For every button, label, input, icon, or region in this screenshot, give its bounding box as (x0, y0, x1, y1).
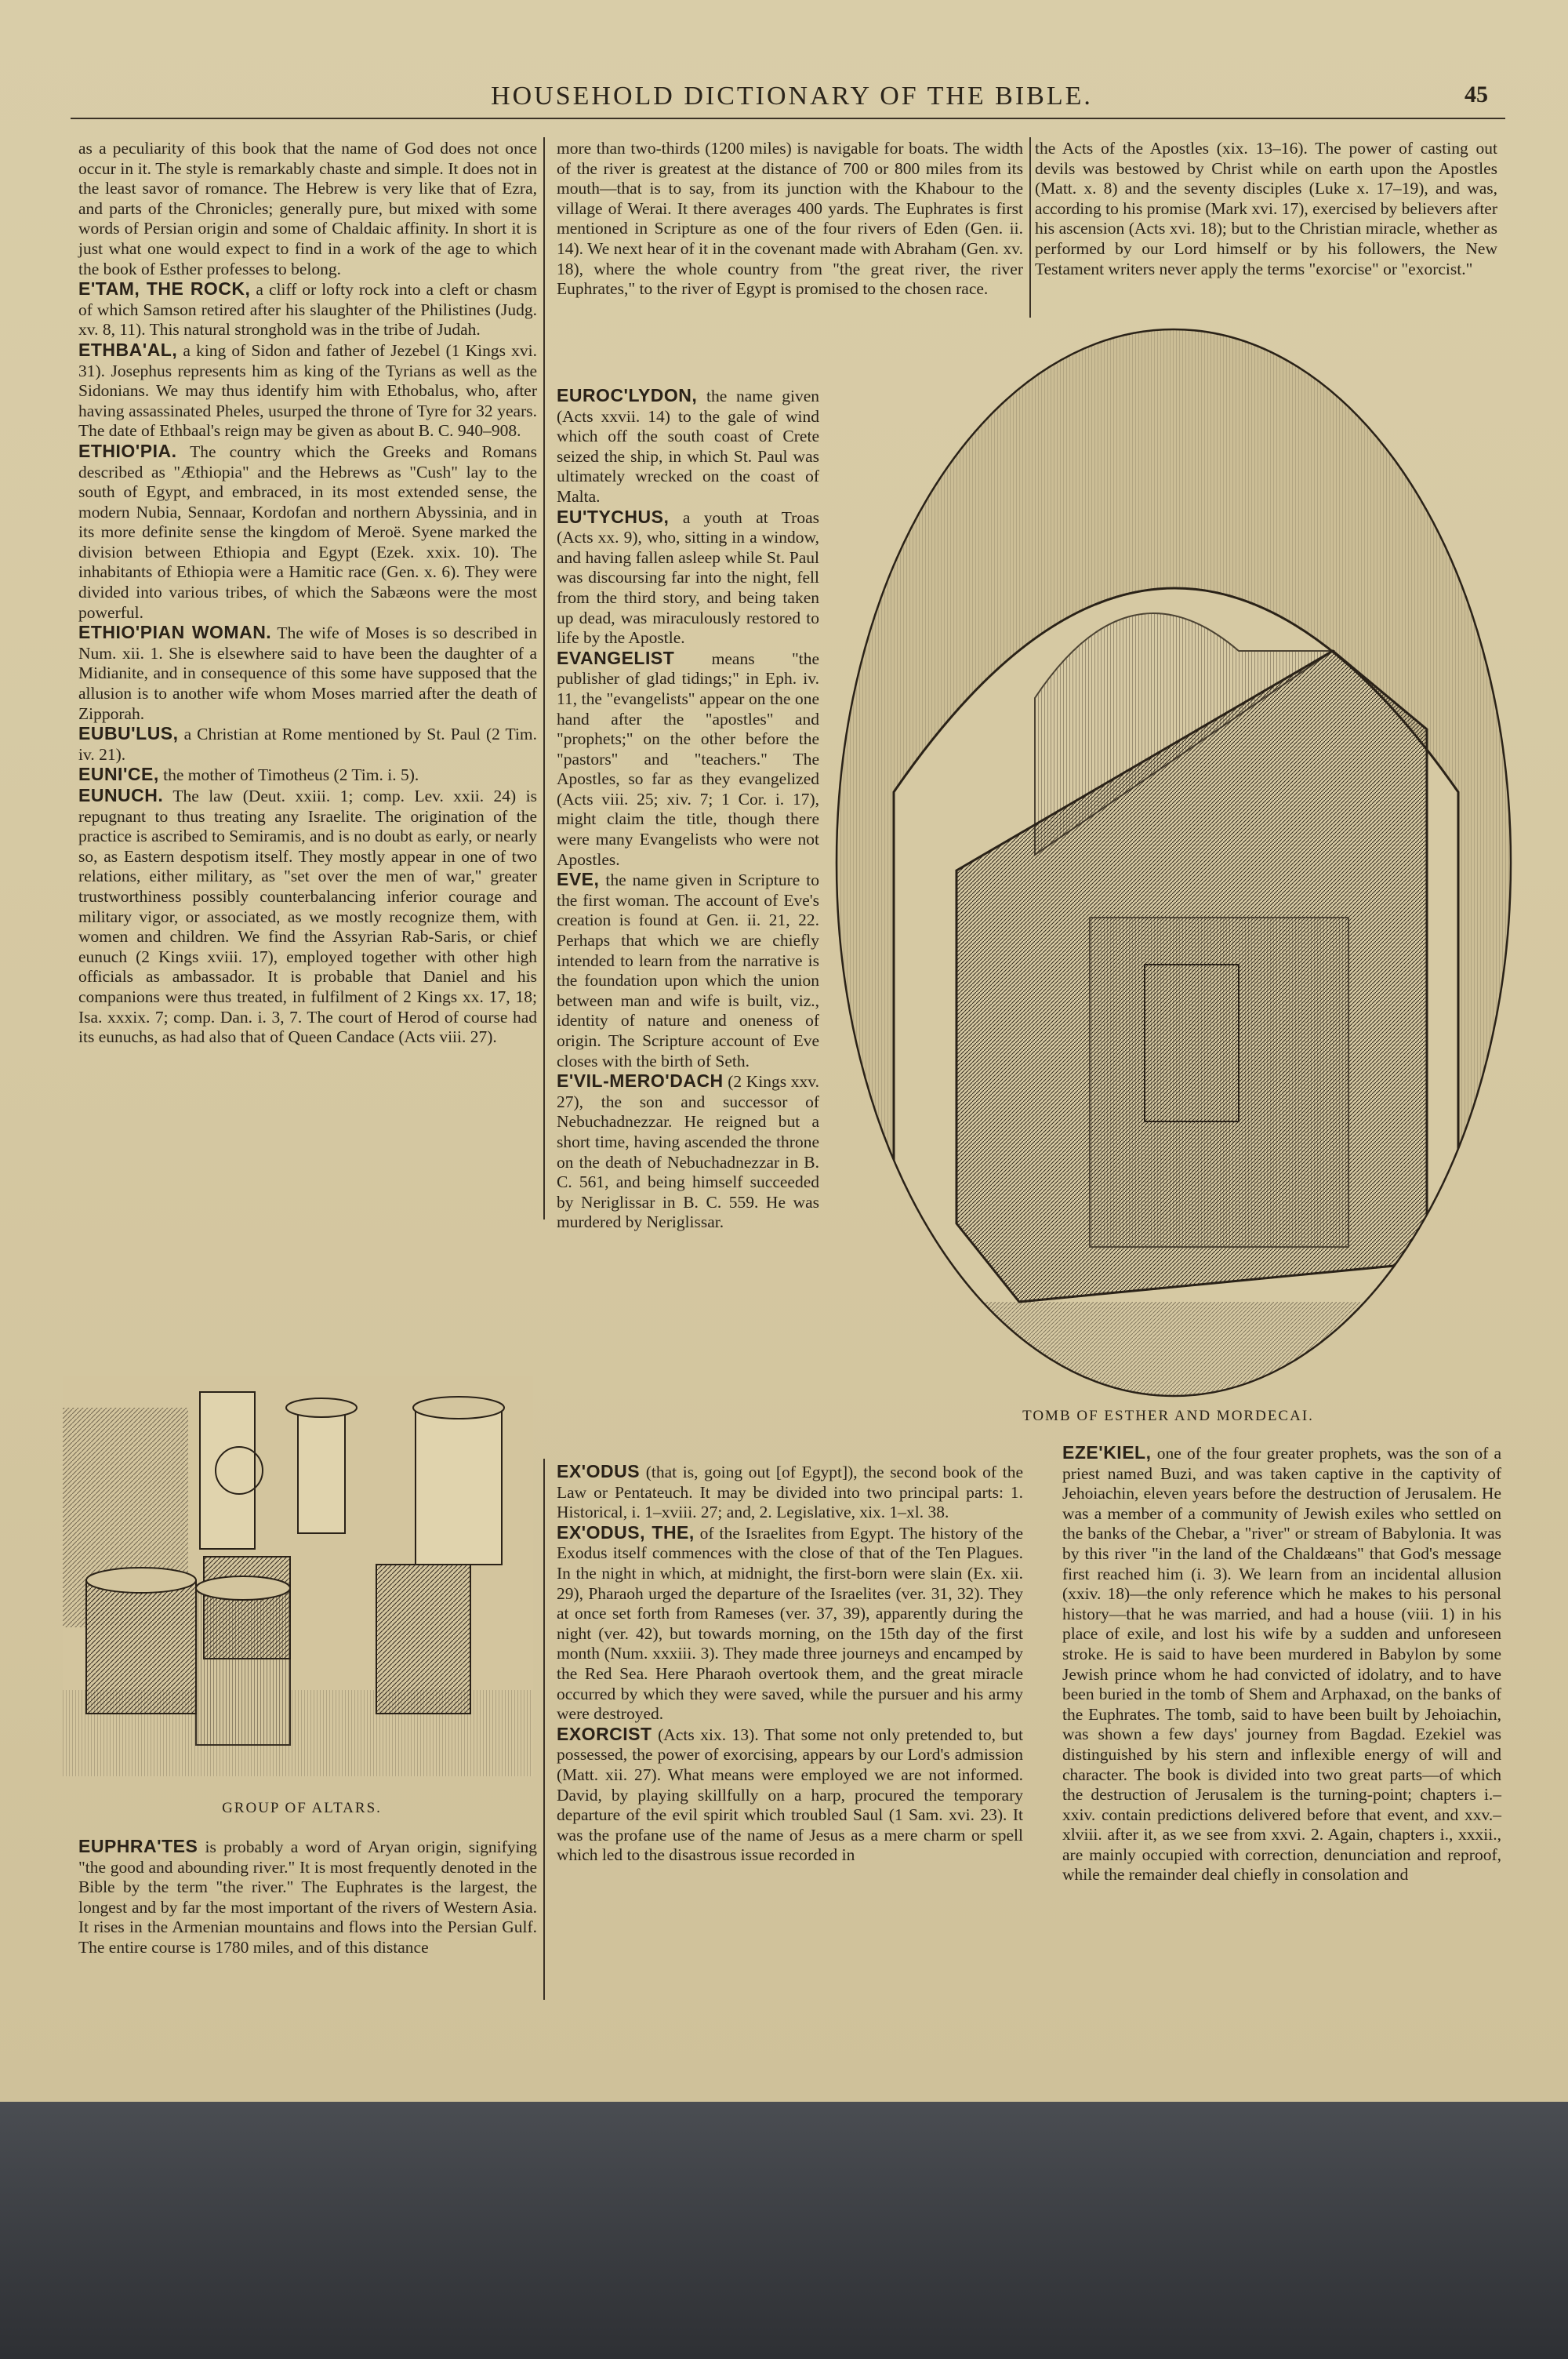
entry-headword: EUNUCH. (78, 785, 164, 805)
entry-text: the name given in Scripture to the first woman. The account of Eve's creation is found at Gen. ii. 21, 22. Perhaps that which we are chiefly intended to learn from the narrative is the foundation upon which the union between man and wife is built, viz., identity of nature and oneness of origin. The Scripture account of Eve closes with the birth of Seth. (557, 871, 819, 1070)
text-paragraph (78, 139, 537, 279)
column-1-lower (78, 1837, 537, 1958)
dictionary-entry (78, 279, 537, 340)
entry-text: (that is, going out [of Egypt]), the second book of the Law or Pentateuch. It may be divided into two principal parts: 1. Historical, i. 1–xviii. 27; and, 2. Legislative, xix. 1–xl. 38. (557, 1463, 1023, 1522)
column-2-top (557, 139, 1023, 300)
page-number: 45 (1465, 82, 1488, 107)
running-header: HOUSEHOLD DICTIONARY OF THE BIBLE. (491, 82, 1093, 111)
text-paragraph (557, 139, 1023, 300)
entry-headword: EX'ODUS (557, 1461, 641, 1481)
dictionary-entry (78, 724, 537, 765)
column-3-lower (1062, 1443, 1501, 1885)
entry-headword: EVANGELIST (557, 647, 675, 668)
tomb-caption: TOMB OF ESTHER AND MORDECAI. (1022, 1408, 1314, 1424)
entry-headword: EU'TYCHUS, (557, 506, 670, 527)
dictionary-entry (557, 1725, 1023, 1866)
entry-headword: EUBU'LUS, (78, 723, 179, 744)
column-rule-3 (1029, 137, 1031, 318)
entry-headword: EUROC'LYDON, (557, 385, 698, 405)
entry-text: a youth at Troas (Acts xx. 9), who, sitting in a window, and having fallen asleep while St. Paul was discoursing far into the night, fell from the third story, and being taken up dead, was miraculously restored to life by the Apostle. (557, 507, 819, 648)
entry-text: The wife of Moses is so described in Num. xii. 1. She is elsewhere said to have been the daughter of a Midianite, and in consequence of this some have supposed that the allusion is to another wife whom Moses married after the death of Zipporah. (78, 623, 537, 723)
dictionary-entry (557, 649, 819, 871)
entry-text: one of the four greater prophets, was the son of a priest named Buzi, and was taken captive in the captivity of Jehoiachin, eleven years before the destruction of Jerusalem. He was a member of a community of Jewish exiles who settled on the banks of the Chebar, a "river" or stream of Babylonia. It was by this river "in the land of the Chaldæans" that God's message first reached him (i. 3). We learn from an incidental allusion (xxiv. 18)—the only reference which he makes to his personal history—that he was married, and had a house (viii. 1) in his place of exile, and lost his wife by a sudden and unforeseen stroke. He is said to have been murdered in Babylon by some Jewish prince whom he had convicted of idolatry, and to have been buried in the tomb of Shem and Arphaxad, on the banks of the Euphrates. The tomb, said to have been built by Jehoiachin, was shown a few days' journey from Bagdad. Ezekiel was distinguished by his stern and inflexible energy of will and character. The book is divided into two great parts—of which the destruction of Jerusalem is the turning-point; chapters i.–xxiv. contain predictions delivered before that event, and xxv.–xlviii. after it, as we see from xxvi. 2. Again, chapters i., xxxii., are mainly occupied with correction, denunciation and reproof, while the remainder deal chiefly in consolation and (1062, 1444, 1501, 1885)
entry-text: the name given (Acts xxvii. 14) to the gale of wind which off the south coast of Crete seized the ship, in which St. Paul was ultimately wrecked on the coast of Malta. (557, 387, 819, 506)
entry-text: a king of Sidon and father of Jezebel (1 Kings xvi. 31). Josephus represents him as king of the Tyrians as well as the Sidonians. We may thus identify him with Ethobalus, who, after having assassinated Pheles, usurped the throne of Tyre for 32 years. The date of Ethbaal's reign may be given as about B. C. 940–908. (78, 340, 537, 441)
entry-text: as a peculiarity of this book that the name of God does not once occur in it. The style is remarkably chaste and simple. It does not in the least savor of romance. The Hebrew is very like that of Ezra, and parts of the Chronicles; generally pure, but mixed with some words of Persian origin and some of Chaldaic affinity. In short it is just what one would expect to find in a work of the age to which the book of Esther professes to belong. (78, 139, 537, 278)
entry-text: a Christian at Rome mentioned by St. Paul (2 Tim. iv. 21). (78, 725, 537, 764)
column-rule-1 (543, 137, 545, 1219)
entry-text: The country which the Greeks and Romans described as "Æthiopia" and the Hebrews as "Cush" lay to the south of Egypt, and embraced, in its most extended sense, the modern Nubia, Sennaar, Kordofan and northern Abyssinia, and in its more definite sense the kingdom of Meroë. Syene marked the division between Ethiopia and Egypt (Ezek. xxix. 10). The inhabitants of Ethiopia were a Hamitic race (Gen. x. 6). They were divided into various tribes, of which the Sabæons were the most powerful. (78, 442, 537, 622)
entry-text: is probably a word of Aryan origin, signifying "the good and abounding river." It is most frequently denoted in the Bible by the term "the river." The Euphrates is the largest, the longest and by far the most important of the rivers of Western Asia. It rises in the Armenian mountains and flows into the Persian Gulf. The entire course is 1780 miles, and of this distance (78, 1837, 537, 1957)
entry-headword: E'VIL-MERO'DACH (557, 1070, 724, 1092)
dictionary-entry (78, 1837, 537, 1958)
entry-headword: ETHBA'AL, (78, 339, 178, 360)
entry-headword: EZE'KIEL, (1062, 1442, 1152, 1463)
entry-headword: ETHIO'PIAN WOMAN. (78, 622, 272, 643)
dictionary-entry (78, 765, 537, 786)
dictionary-entry (557, 507, 819, 649)
tomb-illustration (831, 322, 1517, 1404)
entry-headword: EUNI'CE, (78, 764, 159, 785)
column-3-top (1035, 139, 1497, 279)
altars-illustration (63, 1376, 533, 1776)
dictionary-entry (557, 1523, 1023, 1725)
dictionary-entry (557, 1462, 1023, 1523)
entry-headword: EX'ODUS, THE, (557, 1521, 695, 1543)
entry-text: the Acts of the Apostles (xix. 13–16). The power of casting out devils was bestowed by Christ while on earth upon the Apostles (Matt. x. 8) and the seventy disciples (Luke x. 17–19), and was, according to his promise (Mark xvi. 17), exercised by believers after his ascension (Acts xvi. 18); but to the Christian miracle, whether as performed by our Lord himself or by his followers, the New Testament writers never apply the terms "exorcise" or "exorcist." (1035, 139, 1497, 278)
dictionary-entry (1062, 1443, 1501, 1885)
entry-text: more than two-thirds (1200 miles) is navigable for boats. The width of the river is greatest at the distance of 700 or 800 miles from its mouth—that is to say, from its junction with the Khabour to the village of Werai. It there averages 400 yards. The Euphrates is first mentioned in Scripture as one of the four rivers of Eden (Gen. ii. 14). We next hear of it in the covenant made with Abraham (Gen. xv. 18), where the whole country from "the great river, the river Euphrates," to the river of Egypt is promised to the chosen race. (557, 139, 1023, 299)
column-1 (78, 139, 537, 1048)
dictionary-entry (557, 1071, 819, 1233)
entry-text: a cliff or lofty rock into a cleft or chasm of which Samson retired after his slaughter of the Philistines (Judg. xv. 8, 11). This natural stronghold was in the tribe of Judah. (78, 280, 538, 340)
entry-text: The law (Deut. xxiii. 1; comp. Lev. xxii. 24) is repugnant to thus treating any Israelite. The origination of the practice is ascribed to Semiramis, and is no doubt as early, or nearly so, as Eastern despotism itself. They mostly appear in one of two relations, either military, as "set over the men of war," greater trustworthiness possibly counterbalancing inferior courage and military vigor, or associated, as we mostly recognize them, with women and children. We find the Assyrian Rab-Saris, or chief eunuch (2 Kings xviii. 17), employed together with other high officials as ambassador. It is probable that Daniel and his companions were thus treated, in fulfilment of 2 Kings xx. 17, 18; Isa. xxxix. 7; comp. Dan. i. 3, 7. The court of Herod of course had its eunuchs, as had also that of Queen Candace (Acts viii. 27). (78, 787, 537, 1047)
dictionary-entry (557, 386, 819, 507)
entry-text: (Acts xix. 13). That some not only pretended to, but possessed, the power of exorcising, appears by our Lord's admission (Matt. xii. 27). What means were employed we are not informed. David, by playing skillfully on a harp, procured the temporary departure of the evil spirit which troubled Saul (1 Sam. xvi. 23). It was the profane use of the name of Jesus as a mere charm or spell which led to the disastrous issue recorded in (557, 1725, 1023, 1865)
dictionary-entry (78, 442, 537, 623)
entry-headword: EXORCIST (557, 1723, 652, 1744)
entry-text: (2 Kings xxv. 27), the son and successor of Nebuchadnezzar. He reigned but a short time, having ascended the throne on the death of Nebuchadnezzar in B. C. 561, and being himself succeeded by Neriglissar in B. C. 559. He was murdered by Neriglissar. (557, 1072, 819, 1232)
entry-text: means "the publisher of glad tidings;" in Eph. iv. 11, the "evangelists" appear on the one hand after the "apostles" and "prophets;" on the other before the "pastors" and "teachers." The Apostles, so far as they evangelized (Acts viii. 25; xiv. 7; 1 Cor. i. 17), might claim the title, though there were many Evangelists who were not Apostles. (557, 649, 819, 869)
column-2-narrow (557, 386, 819, 1233)
entry-headword: E'TAM, THE ROCK, (78, 278, 251, 300)
entry-headword: ETHIO'PIA. (78, 440, 177, 461)
background-surface (0, 2102, 1568, 2359)
dictionary-entry (557, 870, 819, 1071)
text-paragraph (1035, 139, 1497, 279)
entry-headword: EVE, (557, 869, 600, 890)
dictionary-entry (78, 340, 537, 442)
header-rule (71, 118, 1505, 119)
column-rule-2 (543, 1459, 545, 2000)
dictionary-entry (78, 623, 537, 724)
altars-caption: GROUP OF ALTARS. (222, 1800, 382, 1816)
entry-text: of the Israelites from Egypt. The history of the Exodus itself commences with the close of that of the Ten Plagues. In the night in which, at midnight, the first-born were slain (Ex. xii. 29), Pharaoh urged the departure of the Israelites (ver. 31, 32). They at once set forth from Rameses (ver. 37, 39), apparently during the night (ver. 42), but towards morning, on the 15th day of the first month (Num. xxxiii. 3). They made three journeys and encamped by the Red Sea. Here Pharaoh overtook them, and the great miracle occurred by which they were saved, while the pursuer and his army were destroyed. (557, 1523, 1023, 1724)
column-2-3-span (557, 1462, 1023, 1866)
dictionary-entry (78, 786, 537, 1048)
entry-headword: EUPHRA'TES (78, 1836, 198, 1856)
entry-text: the mother of Timotheus (2 Tim. i. 5). (158, 765, 419, 785)
